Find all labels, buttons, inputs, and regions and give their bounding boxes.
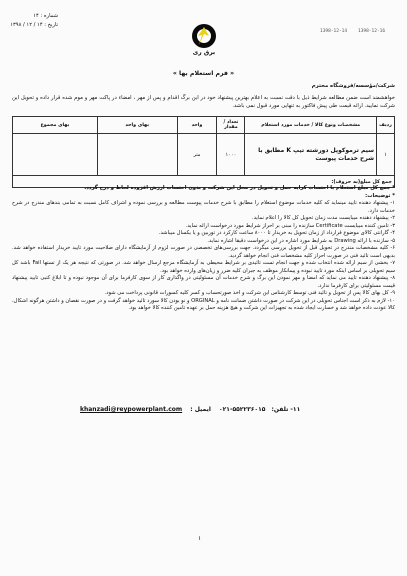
phone-number: ۰۲۱-۵۵۲۲۳۶۰۱۵ bbox=[218, 406, 266, 413]
note-item: ۵- سازنده با ارائه Drawing به شرایط مورد اشاره در این درخواست دقیقا اشاره نماید. bbox=[207, 237, 395, 244]
table-header-row bbox=[13, 117, 395, 134]
date-stamp: 1398-12-14 bbox=[320, 29, 348, 34]
note-item: ۸- پیشنهاد دهنده تایید می نماید که امضا و مهر نمودن این برگ و شرح خدمات آن مسئولیتی در واگذاری کار از سوی کارفرما برای آن موجود نبوده و تا ابلاغ کتبی تایید پیشنهاد قیمت مسئولیتی برای کارفرما ندارد. bbox=[12, 275, 395, 289]
company-logo bbox=[186, 22, 222, 62]
note-item: ۴- گارانتی کالای موضوع قرارداد از زمان تحویل به خریدار تا ۸۰۰۰ ساعت کارکرد در توربین و یا یکسال میباشد. bbox=[158, 230, 395, 236]
letter-number: شماره : ۱۴ bbox=[33, 13, 58, 19]
column-header-quantity: تعداد / مقدار bbox=[217, 117, 245, 134]
header-reference bbox=[10, 12, 58, 30]
email-address[interactable]: khanzadi@reypowerplant.com bbox=[80, 406, 183, 413]
notes-heading: * توضیحات: bbox=[365, 192, 395, 199]
note-item: ۹- کل بهای کالا پس از تحویل و تائید فنی توسط کارشناس این شرکت و اخذ صورتحساب و کسر کلیه کسورات قانونی پرداخت می شود. bbox=[104, 290, 395, 296]
items-table bbox=[12, 116, 395, 188]
note-item: ۷- بخشی از سیم ارائه شده انتخاب شده و جهت انجام تست تائیدی بر شرایط محیطی به آزمایشگاه مرجع ارسال خواهد شد. در صورتی که نتیجه هر یک از تستها Fail باشد کل سیم تحویلی بر اساس اینکه مورد تایید نبوده و پیمانکار موظف به جبران کلیه ضرر و زیان‌های وارده خواهد بود. bbox=[12, 260, 395, 274]
form-title: « فرم استعلام بها » bbox=[172, 70, 235, 77]
note-item: ۶- کلیه مشخصات مندرج در تحویل قبل از تحویل بررسی میگردد. جهت بررسی‌های تخصصی در صورت لزوم از آزمایشگاه دارای صلاحیت مورد تایید خریدار استفاده خواهد شد. بدیهی است تائید فنی در صورت احراز کلیه مشخصات فنی انجام خواهد گردید. bbox=[12, 245, 395, 259]
email-label: ایمیل : bbox=[190, 406, 211, 413]
table-row bbox=[13, 134, 395, 176]
page-number: ۱ bbox=[198, 535, 202, 542]
row-total-price[interactable] bbox=[13, 134, 98, 176]
note-item: ۲- پیشنهاد دهنده میبایست مدت زمان تحویل کل کالا را اعلام نماید. bbox=[252, 215, 395, 221]
contact-line bbox=[80, 406, 380, 413]
phone-label: ۱۱- تلفن: bbox=[271, 406, 301, 413]
column-header-index: ردیف bbox=[377, 117, 395, 134]
note-total-statement: * جمع کل مبلغ استعلام با احتساب کرایه حمل و تحویل در محل این شرکت و بدون احتساب ارزش افزوده لحاظ و درج گردد. bbox=[84, 185, 395, 191]
note-item: ۱۰- لازم به ذکر است اجناس تحویلی در این شرکت در صورت داشتن ضمانت نامه و ORGINAL و نو بودن کالا سورد تائید خواهد گرفت و در صورت نقصان و داشتن هرگونه اشکال، کالا عودت داده خواهد شد و خسارت ایجاد شده به تجهیزات این شرکت و هیچ هزینه حمل بر عهده تامین کننده کالا خواهد بود. bbox=[12, 297, 395, 311]
date-stamp: 1398-12-16 bbox=[358, 29, 386, 34]
column-header-unit: واحد bbox=[177, 117, 217, 134]
column-header-description: مشخصات ونوع کالا / خدمات مورد استعلام bbox=[245, 117, 377, 134]
intro-paragraph: خواهشمند است ضمن مطالعه شرایط ذیل با دقت نسبت به اعلام بهترین پیشنهاد خود در این برگ اقدام و پس از مهر ، امضاء در پاکت مهر و موم شده قرار داده و تحویل این شرکت نمایید. ارائه قیمت طی پیش فاکتور به تنهایی مورد قبول نمی باشد. bbox=[12, 95, 395, 109]
row-quantity: ۱۰۰۰ bbox=[217, 134, 245, 176]
row-description: سیم ترموکوپل دورشته تیپ K مطابق با شرح خدمات پیوست bbox=[245, 134, 377, 176]
total-in-words-label: جمع کل مبلغ(به حروف): bbox=[13, 176, 395, 188]
note-item: ۳- تامین کننده میبایست Certificate سازنده را مبنی بر احراز شرایط مورد درخواست ارائه نماید. bbox=[185, 222, 395, 229]
column-header-total-price: بهای مجموع bbox=[13, 117, 98, 134]
row-index: ۱ bbox=[377, 134, 395, 176]
note-item: ۱- پیشنهاد دهنده تایید مینماید که کلیه خدمات موضوع استعلام را مطابق با شرح خدمات پیوست مطالعه و بررسی نموده و اشراف کامل نسبت به تمامی بندهای مندرج در شرح خدمات دارد. bbox=[12, 200, 395, 214]
row-unit-price[interactable] bbox=[97, 134, 177, 176]
row-unit: متر bbox=[177, 134, 217, 176]
logo-text: برق ری bbox=[192, 49, 216, 56]
letter-date: تاریخ : ۱۴ / ۱۲ / ۱۳۹۸ bbox=[10, 22, 58, 28]
recipient-line: شرکت/مؤسسه/فروشگاه محترم bbox=[311, 83, 395, 89]
column-header-unit-price: بهای واحد bbox=[97, 117, 177, 134]
power-plant-logo-icon bbox=[186, 22, 222, 50]
notes-section bbox=[12, 185, 395, 313]
